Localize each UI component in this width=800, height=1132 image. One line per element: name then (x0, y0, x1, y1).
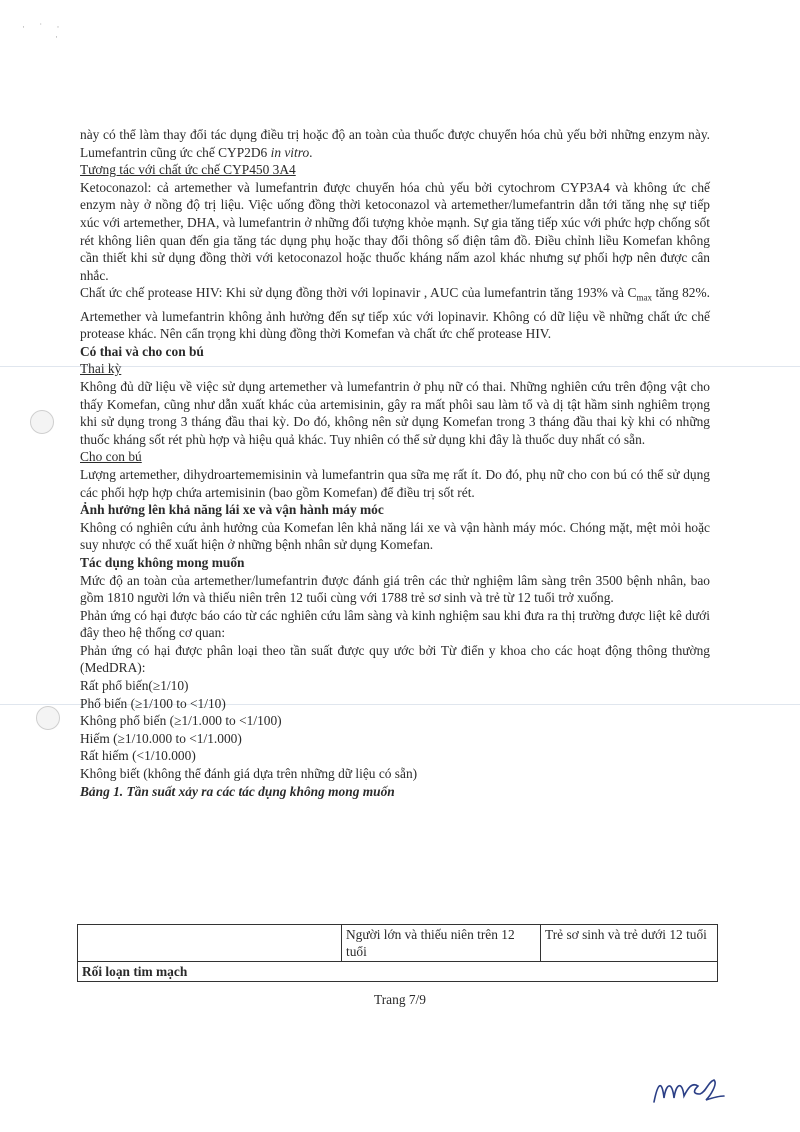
frequency-item: Không biết (không thể đánh giá dựa trên những dữ liệu có sẵn) (80, 766, 418, 782)
intro-paragraph: này có thể làm thay đổi tác dụng điều trị hoặc độ an toàn của thuốc được chuyển hóa chủ yếu bởi những enzym này. Lumefantrin cũng ức chế CYP2D6 in vitro. (80, 127, 710, 160)
scan-specks: · ˙ · · (22, 22, 66, 42)
page-number: Trang 7/9 (374, 992, 426, 1007)
cho-con-bu-paragraph: Lượng artemether, dihydroartememisinin và lumefantrin qua sữa mẹ rất ít. Do đó, phụ nữ cho con bú có thể sử dụng các phối hợp hợp chứa artemisinin (bao gồm Komefan) để điều trị sốt rét. (80, 466, 710, 500)
table-header-row (78, 925, 718, 962)
punch-hole-mark (36, 706, 60, 730)
heading-cho-con-bu: Cho con bú (80, 449, 142, 465)
ketoconazole-paragraph: Ketoconazol: cả artemether và lumefantrin được chuyển hóa chủ yếu bởi cytochrom CYP3A4 và không ức chế enzym này ở nồng độ trị liệu. Việc uống đồng thời ketoconazol và artemether/lumefantrin dẫn tới tăng nhẹ sự tiếp xúc với artemether, DHA, và lumefantrin ở những đối tượng khỏe mạnh. Sự gia tăng tiếp xúc với phức hợp chống sốt rét không liên quan đến gia tăng tác dụng phụ hoặc thay đổi thông số điện tâm đồ. Điều chỉnh liều Komefan không cần thiết khi sử dụng đồng thời với ketoconazol hoặc thuốc kháng nấm azol khác nhưng sự phối hợp nên được cân nhắc. (80, 179, 710, 283)
table-header-cell (78, 925, 342, 962)
driving-paragraph: Không có nghiên cứu ảnh hưởng của Komefan lên khả năng lái xe và vận hành máy móc. Chóng mặt, mệt mỏi hoặc suy nhược có thể xuất hiện ở những bệnh nhân sử dụng Komefan. (80, 519, 710, 553)
table-header-cell: Trẻ sơ sinh và trẻ dưới 12 tuổi (541, 925, 718, 962)
heading-driving: Ảnh hưởng lên khả năng lái xe và vận hành máy móc (80, 502, 384, 518)
adverse-paragraph-1: Mức độ an toàn của artemether/lumefantrin được đánh giá trên các thử nghiệm lâm sàng trên 3500 bệnh nhân, bao gồm 1810 người lớn và thiếu niên trên 12 tuổi cùng với 1788 trẻ sơ sinh và trẻ từ 12 tuổi trở xuống. (80, 572, 710, 606)
table-row (78, 962, 718, 982)
adverse-paragraph-2: Phản ứng có hại được báo cáo từ các nghiên cứu lâm sàng và kinh nghiệm sau khi đưa ra thị trường được liệt kê dưới đây theo hệ thống cơ quan: (80, 607, 710, 641)
frequency-item: Hiếm (≥1/10.000 to <1/1.000) (80, 730, 242, 746)
adverse-effects-table (77, 924, 718, 982)
table-header-cell: Người lớn và thiếu niên trên 12 tuổi (342, 925, 541, 962)
punch-hole-mark (30, 410, 54, 434)
frequency-item: Rất phổ biến(≥1/10) (80, 678, 189, 694)
heading-thai-ky: Thai kỳ (80, 361, 122, 377)
thai-ky-paragraph: Không đủ dữ liệu về việc sử dụng artemether và lumefantrin ở phụ nữ có thai. Những nghiên cứu trên động vật cho thấy Komefan, cũng như dẫn xuất khác của artemisinin, gây ra mất phôi sau làm tổ và dị tật hầm sinh nghiêm trọng khi sử dụng trong 3 tháng đầu thai kỳ. Do đó, không nên sử dụng Komefan trong 3 tháng đầu thai kỳ khi có những thuốc kháng sốt rét phù hợp và hiệu quả khác. Tuy nhiên có thể sử dụng khi đây là thuốc duy nhất có sẵn. (80, 378, 710, 447)
frequency-item: Rất hiếm (<1/10.000) (80, 748, 196, 764)
handwritten-initials (648, 1062, 728, 1112)
document-body (80, 126, 710, 800)
frequency-item: Phổ biến (≥1/100 to <1/10) (80, 695, 226, 711)
frequency-item: Không phổ biến (≥1/1.000 to <1/100) (80, 713, 282, 729)
heading-pregnancy: Có thai và cho con bú (80, 343, 204, 359)
heading-cyp450-interaction: Tương tác với chất ức chế CYP450 3A4 (80, 162, 296, 178)
table-row-label: Rối loạn tim mạch (78, 962, 718, 982)
heading-adverse-effects: Tác dụng không mong muốn (80, 554, 245, 570)
table-caption: Bảng 1. Tần suất xảy ra các tác dụng không mong muốn (80, 783, 395, 799)
hiv-protease-paragraph: Chất ức chế protease HIV: Khi sử dụng đồng thời với lopinavir , AUC của lumefantrin tăng 193% và $C_{max}$ tăng 82%. Artemether và lumefantrin không ảnh hưởng đến sự tiếp xúc với lopinavir. Không có dữ liệu về những chất ức chế protease khác. Nên cẩn trọng khi dùng đồng thời Komefan và chất ức chế protease HIV. (80, 285, 710, 342)
adverse-paragraph-3: Phản ứng có hại được phân loại theo tần suất được quy ước bởi Từ điển y khoa cho các hoạt động thông thường (MedDRA): (80, 642, 710, 676)
